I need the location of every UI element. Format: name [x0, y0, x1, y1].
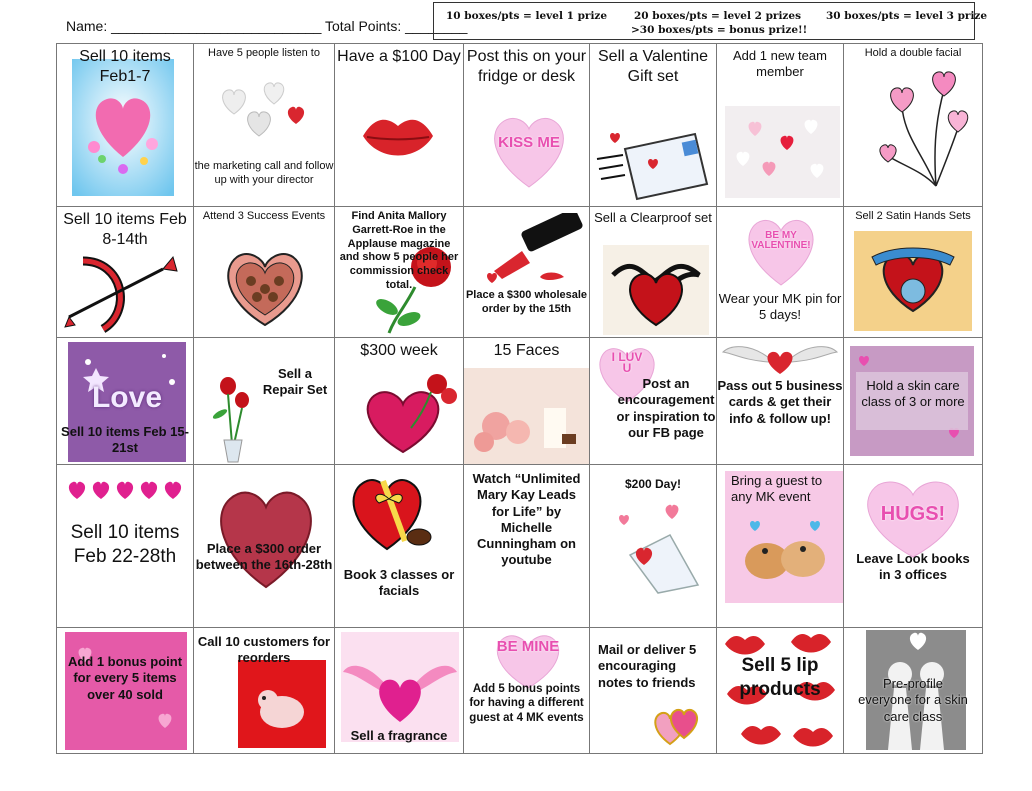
- chocolate-box-icon: [219, 245, 311, 329]
- rose-vase-image: [198, 374, 268, 464]
- cell-r2c6: [717, 207, 844, 338]
- pig-heart-image: [238, 660, 326, 748]
- love-letter-envelope-image: [610, 495, 706, 595]
- cell-text-top: Have 5 people listen to: [208, 47, 320, 59]
- cell-text: 15 Faces: [493, 342, 560, 359]
- cell-text: Sell a Valentine Gift set: [598, 48, 708, 85]
- cell-r3c1: [57, 338, 194, 465]
- candy-heart-text: BE MINE: [496, 638, 560, 655]
- cell-r1c6: [717, 44, 844, 207]
- cell-r1c5: [590, 44, 717, 207]
- name-points-line: Name: ___________________________ Total Points: ________: [66, 18, 468, 34]
- cell-text: Post this on your fridge or desk: [466, 48, 587, 85]
- cell-text: Hold a skin care class of 3 or more: [861, 378, 965, 410]
- cell-text: Have a $100 Day: [337, 48, 461, 65]
- cell-text: Add 1 bonus point for every 5 items over 40 sold: [67, 654, 183, 702]
- cell-r2c4: [464, 207, 590, 338]
- cell-text: Add 5 bonus points for having a different guest at 4 MK events: [469, 683, 584, 724]
- cell-text: Sell 2 Satin Hands Sets: [855, 210, 971, 222]
- cell-text: Pass out 5 business cards & get their info & follow up!: [717, 378, 843, 426]
- prize-bonus: >30 boxes/pts = bonus prize!!: [631, 24, 808, 36]
- cell-r4c1: [57, 465, 194, 628]
- cell-text: $200 Day!: [624, 477, 682, 491]
- cell-r5c2: [194, 628, 335, 754]
- tribal-heart-image: [603, 245, 709, 335]
- candy-heart-text: KISS ME: [498, 134, 560, 151]
- white-hearts-image: [204, 74, 324, 154]
- cell-text: Pre-profile everyone for a skin care class: [858, 676, 968, 724]
- cell-r5c7: [844, 628, 983, 754]
- cell-r1c1: [57, 44, 194, 207]
- cell-r3c7: [844, 338, 983, 465]
- cell-r1c4: [464, 44, 590, 207]
- prize-level-3: 30 boxes/pts = level 3 prize: [826, 10, 988, 22]
- cell-text: Find Anita Mallory Garrett-Roe in the Applause magazine and show 5 people her commission check total.: [339, 210, 459, 291]
- cell-text: Attend 3 Success Events: [202, 210, 326, 222]
- cell-text: Bring a guest to any MK event: [731, 473, 823, 505]
- heart-balloons-image: [874, 66, 974, 200]
- cell-text: Book 3 classes or facials: [343, 567, 455, 599]
- cell-text: Sell 10 items Feb1-7: [79, 48, 171, 85]
- cell-r4c6: [717, 465, 844, 628]
- cell-text: Post an encouragement or inspiration to our FB page: [616, 376, 716, 440]
- cell-text: Add 1 new team member: [733, 48, 827, 80]
- candy-heart-text: BE MY VALENTINE!: [751, 230, 811, 251]
- cell-r4c7: [844, 465, 983, 628]
- cell-text: Sell 10 items Feb 22-28th: [70, 522, 180, 567]
- tattoo-heart-image: [854, 231, 972, 331]
- cell-r3c4: [464, 338, 590, 465]
- winged-pink-heart-image: [341, 632, 459, 742]
- cell-r3c2: [194, 338, 335, 465]
- cell-text: Call 10 customers for reorders: [197, 634, 331, 666]
- winged-heart-icon: [721, 342, 839, 376]
- cell-r2c7: [844, 207, 983, 338]
- cell-r1c7: [844, 44, 983, 207]
- cell-r5c6: [717, 628, 844, 754]
- cell-text: Sell a Repair Set: [262, 366, 328, 398]
- cell-r3c6: [717, 338, 844, 465]
- bingo-grid: [56, 43, 983, 754]
- cell-r4c3: [335, 465, 464, 628]
- cell-text: Place a $300 wholesale order by the 15th: [465, 289, 588, 315]
- lipstick-image: [482, 213, 590, 293]
- cell-text: Sell 10 items Feb 15-21st: [61, 424, 189, 456]
- cell-text: $300 week: [360, 342, 438, 359]
- cell-text: Mail or deliver 5 encouraging notes to friends: [598, 642, 697, 690]
- candy-hearts-photo: [725, 106, 840, 198]
- heart-border-icon: [65, 475, 187, 501]
- cell-r3c5: [590, 338, 717, 465]
- heart-gift-box-image: [355, 368, 461, 460]
- candy-heart-text: HUGS!: [880, 503, 946, 525]
- cell-r4c5: [590, 465, 717, 628]
- envelope-image: [595, 129, 713, 201]
- cell-r5c3: [335, 628, 464, 754]
- love-text: Love: [91, 381, 163, 414]
- cell-text: Hold a double facial: [864, 47, 962, 59]
- cell-text-bottom: the marketing call and follow up with your director: [194, 160, 334, 186]
- heart-gift-ribbon-icon: [345, 471, 435, 555]
- cell-r1c3: [335, 44, 464, 207]
- cell-r4c2: [194, 465, 335, 628]
- cell-text: Sell a fragrance: [350, 728, 448, 743]
- cell-r2c1: [57, 207, 194, 338]
- candy-heart-icon: [739, 213, 823, 289]
- prize-level-1: 10 boxes/pts = level 1 prize: [446, 10, 608, 22]
- cell-text: Watch “Unlimited Mary Kay Leads for Life” by Michelle Cunningham on youtube: [472, 471, 581, 568]
- cell-text: Wear your MK pin for 5 days!: [718, 291, 842, 323]
- roses-candles-photo: [464, 368, 590, 464]
- cell-r3c3: [335, 338, 464, 465]
- cell-text: Place a $300 order between the 16th-28th: [195, 541, 333, 573]
- prize-legend-box: [433, 2, 988, 40]
- cell-r4c4: [464, 465, 590, 628]
- cell-r2c3: [335, 207, 464, 338]
- prize-level-2: 20 boxes/pts = level 2 prizes: [634, 10, 801, 22]
- cell-text: Leave Look books in 3 offices: [856, 551, 970, 583]
- cell-text: Sell a Clearproof set: [594, 210, 712, 225]
- cell-text: Sell 10 items Feb 8-14th: [63, 211, 187, 248]
- cell-r2c5: [590, 207, 717, 338]
- candy-heart-text: I LUV U: [611, 350, 643, 376]
- cell-r2c2: [194, 207, 335, 338]
- cell-text: Sell 5 lip products: [739, 655, 821, 700]
- cupid-bow-icon: [63, 251, 185, 335]
- cell-r1c2: [194, 44, 335, 207]
- gold-hearts-icon: [646, 692, 706, 750]
- cell-r5c4: [464, 628, 590, 754]
- cell-r5c5: [590, 628, 717, 754]
- lips-image: [357, 106, 439, 172]
- cell-r5c1: [57, 628, 194, 754]
